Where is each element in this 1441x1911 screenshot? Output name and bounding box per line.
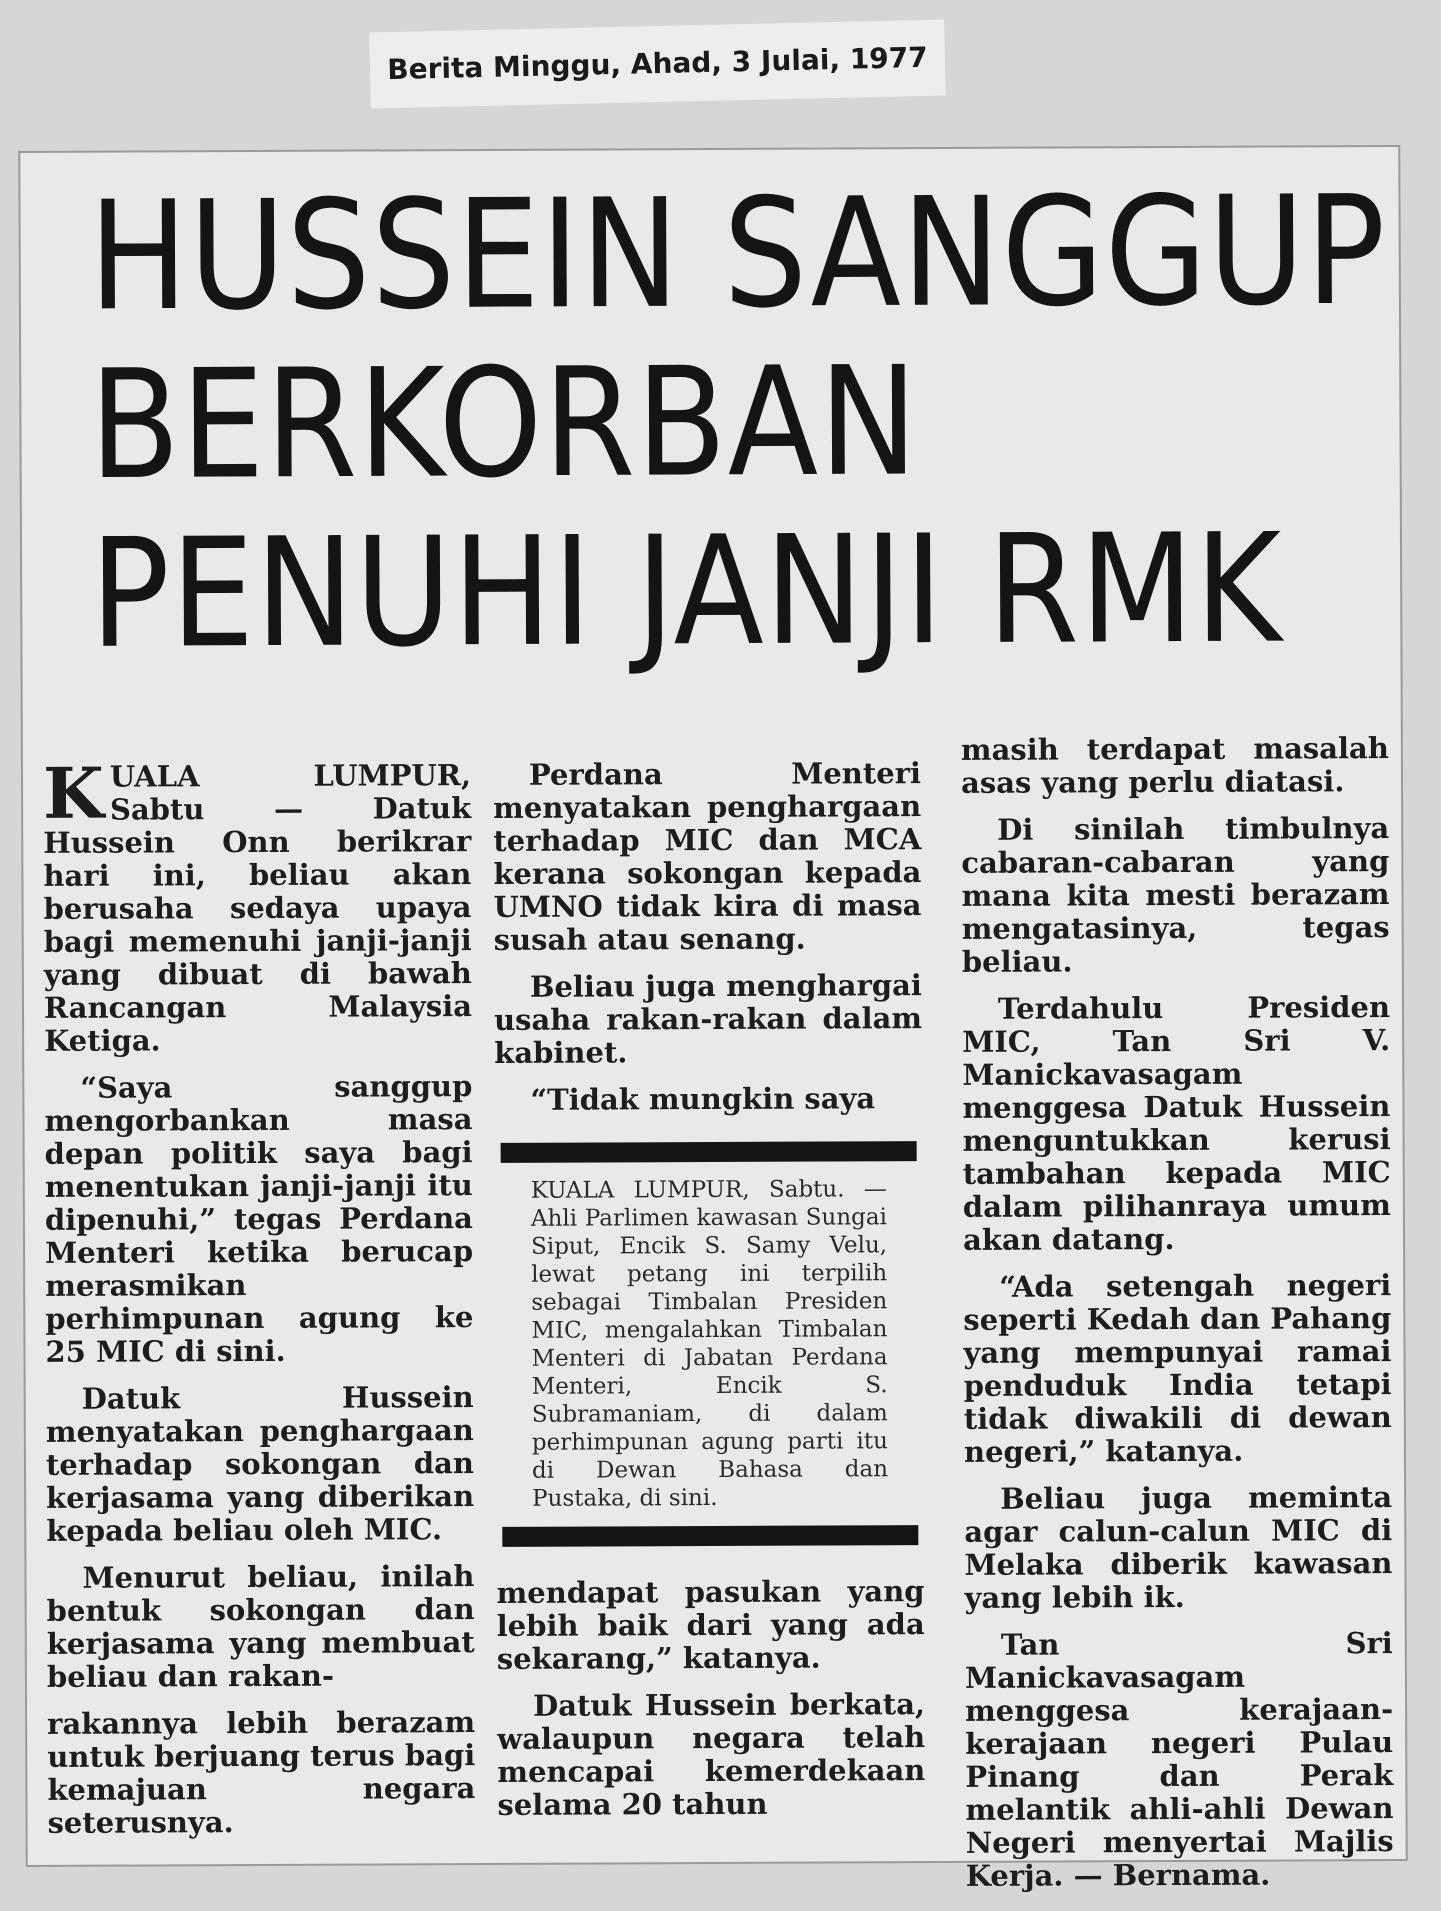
- newspaper-clipping: [20, 147, 1405, 1893]
- divider-rule: [502, 1525, 918, 1547]
- drop-cap: K: [42, 751, 105, 835]
- paragraph: Beliau juga meminta agar calun-calun MIC di Melaka diberik kawasan yang lebih ik.: [964, 1480, 1393, 1615]
- paragraph: Perdana Menteri menyatakan penghargaan terhadap MIC dan MCA kerana sokongan kepada UMNO tidak kira di masa susah atau senang.: [493, 756, 922, 957]
- paragraph: mendapat pasukan yang lebih baik dari yang ada sekarang,” katanya.: [496, 1574, 925, 1676]
- paragraph-text: UALA LUMPUR, Sabtu — Datuk Hussein Onn berikrar hari ini, beliau akan berusaha sedaya upaya bagi memenuhi janji-janji yang dibuat di bawah Rancangan Malaysia Ketiga.: [43, 758, 473, 1058]
- article-column-1: [42, 751, 476, 1854]
- paragraph: [42, 751, 473, 1058]
- paragraph: “Ada setengah negeri seperti Kedah dan Pahang yang mempunyai ramai penduduk India tetapi tidak diwakili di dewan negeri,” katanya.: [963, 1268, 1392, 1469]
- article-column-2: [493, 757, 926, 1836]
- news-brief-text: KUALA LUMPUR, Sabtu. — Ahli Parlimen kawasan Sungai Siput, Encik S. Samy Velu, lewat petang ini terpilih sebagai Timbalan Presiden MIC, mengalahkan Timbalan Menteri di Jabatan Perdana Menteri, Encik S. Subramaniam, di dalam perhimpunan agung parti itu di Dewan Bahasa dan Pustaka, di sini.: [530, 1176, 889, 1512]
- paragraph: Tan Sri Manickavasagam menggesa kerajaan-kerajaan negeri Pulau Pinang dan Perak melantik ahli-ahli Dewan Negeri menyertai Majlis Kerja. — Bernama.: [964, 1626, 1394, 1893]
- paragraph: Beliau juga menghargai usaha rakan-rakan dalam kabinet.: [493, 968, 923, 1070]
- divider-rule: [501, 1141, 917, 1163]
- paragraph: Datuk Hussein menyatakan penghargaan terhadap sokongan dan kerjasama yang diberikan kepada beliau oleh MIC.: [45, 1380, 475, 1548]
- paragraph: Datuk Hussein berkata, walaupun negara telah mencapai kemerdekaan selama 20 tahun: [497, 1687, 926, 1822]
- paragraph: rakannya lebih berazam untuk berjuang terus bagi kemajuan negara seterusnya.: [47, 1705, 476, 1840]
- headline: [88, 163, 1387, 683]
- headline-line-3: PENUHI JANJI RMK: [89, 501, 1283, 683]
- paragraph: Di sinilah timbulnya cabaran-cabaran yang mana kita mesti berazam mengatasinya, tegas beliau.: [961, 811, 1390, 979]
- paragraph: “Tidak mungkin saya: [530, 1081, 876, 1117]
- article-column-3: [961, 732, 1394, 1907]
- headline-line-2: BERKORBAN: [89, 334, 920, 514]
- paragraph: Terdahulu Presiden MIC, Tan Sri V. Manickavasagam menggesa Datuk Hussein menguntukkan kerusi tambahan kepada MIC dalam pilihanraya umum akan datang.: [962, 990, 1391, 1257]
- news-brief-box: [495, 1141, 925, 1547]
- paragraph: “Saya sanggup mengorbankan masa depan politik saya bagi menentukan janji-janji itu dipenuhi,” tegas Perdana Menteri ketika berucap merasmikan perhimpunan agung ke 25 MIC di sini.: [44, 1069, 474, 1369]
- paragraph: Menurut beliau, inilah bentuk sokongan dan kerjasama yang membuat beliau dan rakan-: [46, 1559, 475, 1694]
- dateline-label: Berita Minggu, Ahad, 3 Julai, 1977: [369, 19, 946, 108]
- headline-line-1: HUSSEIN SANGGUP: [88, 163, 1387, 345]
- paragraph: masih terdapat masalah asas yang perlu diatasi.: [960, 731, 1389, 800]
